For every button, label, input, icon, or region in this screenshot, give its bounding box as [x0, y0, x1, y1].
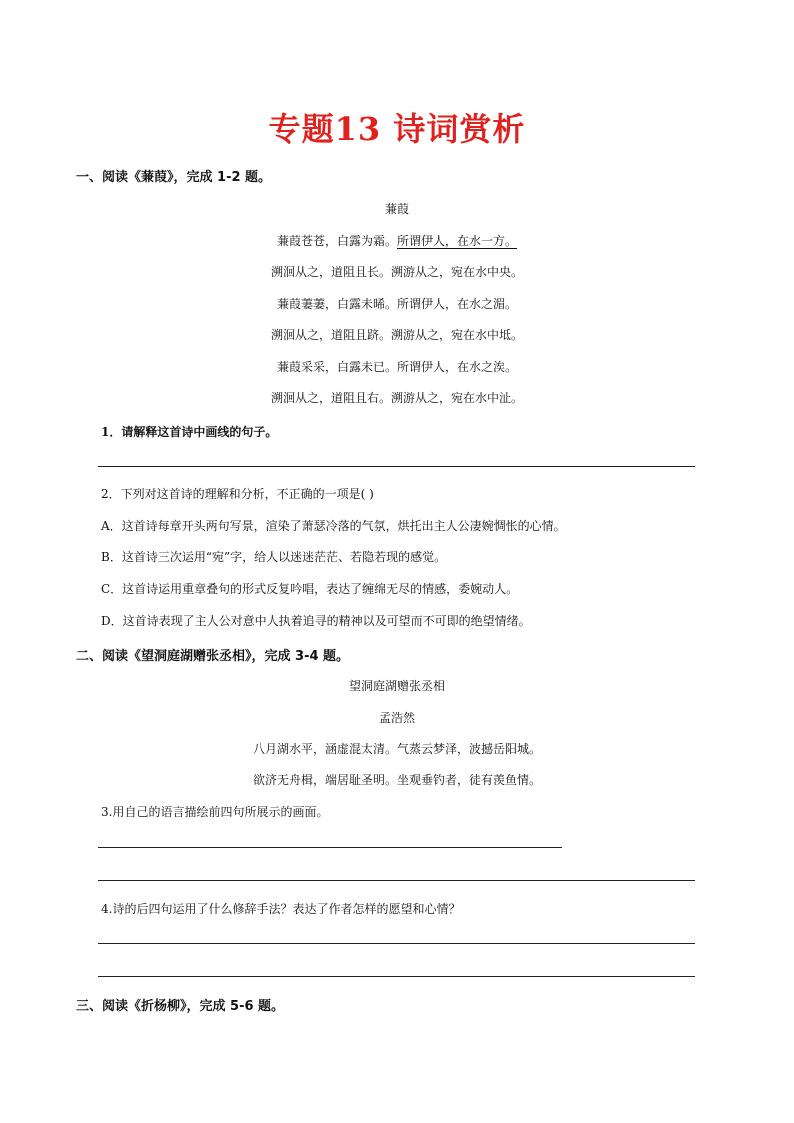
poem1-title: 蒹葭 — [384, 202, 409, 216]
poem2-author: 孟浩然 — [378, 711, 415, 725]
poem2-title: 望洞庭湖赠张丞相 — [348, 679, 445, 693]
poem1-line-1 — [0, 232, 794, 249]
section3-heading: 三、阅读《折杨柳》，完成 5-6 题。 — [76, 999, 285, 1014]
question-4: 4.诗的后四句运用了什么修辞手法？表达了作者怎样的愿望和心情？ — [101, 902, 461, 916]
question-2: 2．下列对这首诗的理解和分析，不正确的一项是( ) — [101, 487, 374, 501]
section1-heading: 一、阅读《蒹葭》，完成 1-2 题。 — [76, 170, 272, 185]
option-d: D．这首诗表现了主人公对意中人执着追寻的精神以及可望而不可即的绝望情绪。 — [101, 614, 531, 628]
answer-line-q3-2[interactable] — [98, 880, 695, 881]
answer-line-q4-2[interactable] — [98, 976, 695, 977]
poem1-line-5: 蒹葭采采，白露未已。所谓伊人，在水之涘。 — [276, 360, 517, 374]
option-c: C．这首诗运用重章叠句的形式反复吟唱，表达了缠绵无尽的情感，委婉动人。 — [101, 582, 519, 596]
poem2-line-1: 八月湖水平，涵虚混太清。气蒸云梦泽，波撼岳阳城。 — [252, 742, 541, 756]
question-1: 1．请解释这首诗中画线的句子。 — [101, 425, 278, 439]
poem1-line-1-plain: 蒹葭苍苍，白露为霜。 — [276, 234, 397, 248]
poem1-line-2: 溯洄从之，道阻且长。溯游从之，宛在水中央。 — [270, 265, 523, 279]
answer-line-q4-1[interactable] — [98, 943, 695, 944]
poem1-line-4: 溯洄从之，道阻且跻。溯游从之，宛在水中坻。 — [270, 328, 523, 342]
question-3: 3.用自己的语言描绘前四句所展示的画面。 — [101, 805, 329, 819]
poem1-underlined-sentence: 所谓伊人，在水一方。 — [397, 234, 518, 248]
option-a: A．这首诗每章开头两句写景，渲染了萧瑟冷落的气氛，烘托出主人公凄婉惆怅的心情。 — [101, 519, 566, 533]
option-b: B．这首诗三次运用“宛”字，给人以迷迷茫茫、若隐若现的感觉。 — [101, 550, 447, 564]
answer-line-q1[interactable] — [98, 466, 695, 467]
answer-line-q3-1[interactable] — [98, 847, 562, 848]
poem1-line-3: 蒹葭萋萋，白露未晞。所谓伊人，在水之湄。 — [276, 297, 517, 311]
section2-heading: 二、阅读《望洞庭湖赠张丞相》，完成 3-4 题。 — [76, 649, 350, 664]
poem1-line-6: 溯洄从之，道阻且右。溯游从之，宛在水中沚。 — [270, 391, 523, 405]
page-title: 专题13 诗词赏析 — [268, 110, 526, 148]
poem2-line-2: 欲济无舟楫，端居耻圣明。坐观垂钓者，徒有羡鱼情。 — [252, 773, 541, 787]
